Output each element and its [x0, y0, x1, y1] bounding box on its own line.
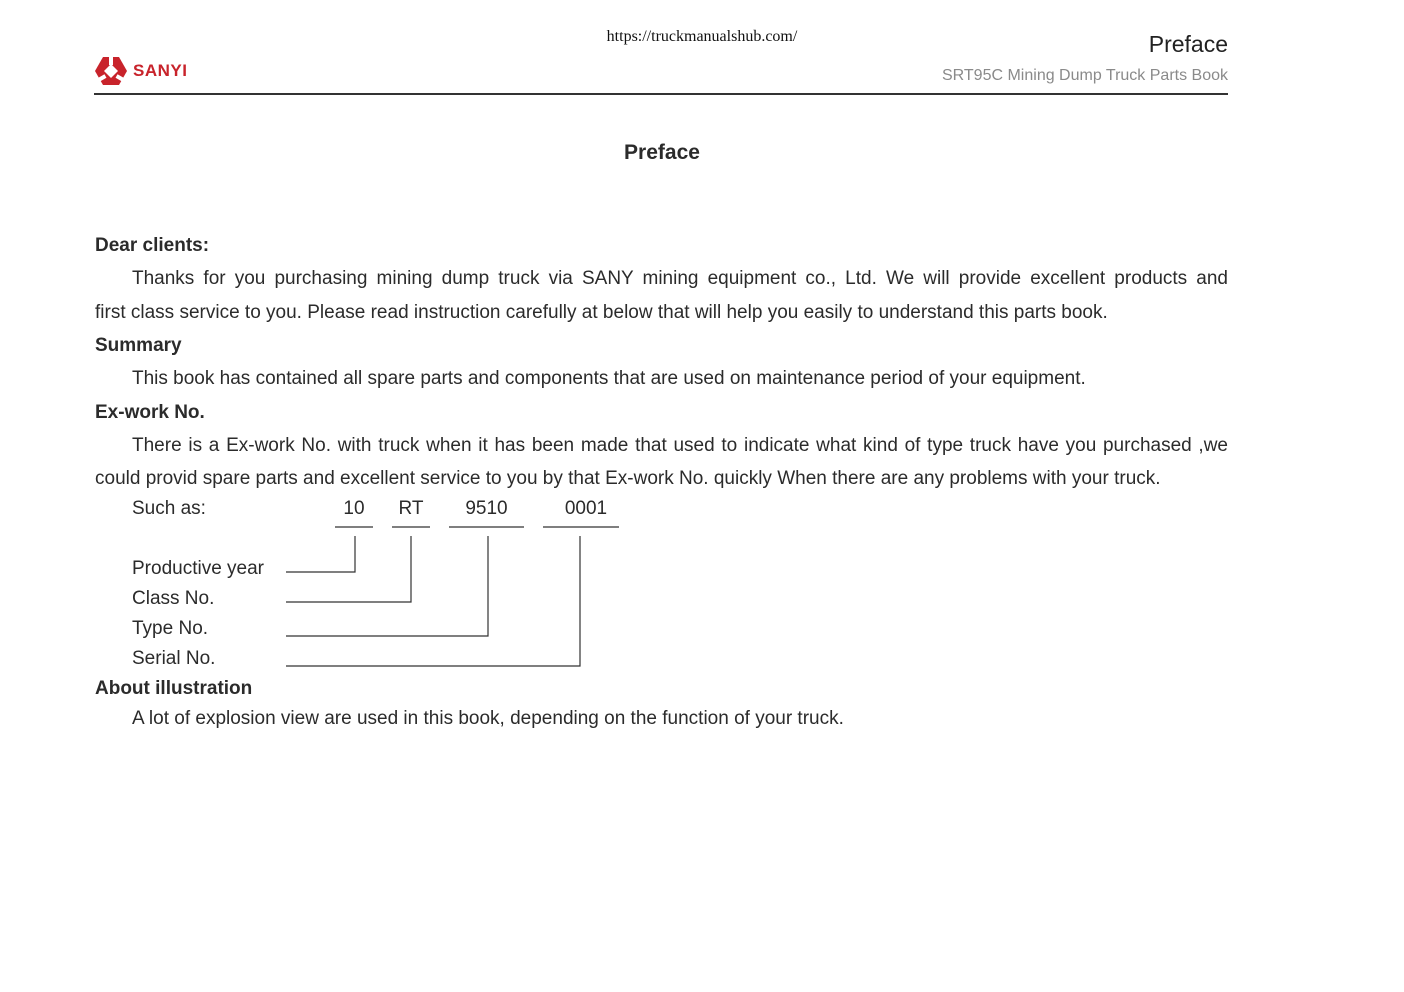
- brand-name: SANYI: [133, 61, 188, 80]
- label-serial-no: Serial No.: [132, 648, 216, 669]
- exwork-line-2: could provid spare parts and excellent service to you by that Ex-work No. quickly When there are any problems with your truck.: [95, 468, 1161, 489]
- label-type-no: Type No.: [132, 618, 209, 639]
- code-part-serial: 0001: [564, 498, 608, 519]
- page-title: Preface: [624, 141, 700, 164]
- connector-year: [286, 536, 355, 572]
- header-section-title: Preface: [1148, 31, 1228, 57]
- such-as-label: Such as:: [132, 498, 206, 519]
- dear-clients-heading: Dear clients:: [95, 235, 210, 256]
- summary-text: This book has contained all spare parts and components that are used on maintenance period of your equipment.: [132, 368, 1086, 389]
- dear-clients-line-1: Thanks for you purchasing mining dump truck via SANY mining equipment co., Ltd. We will provide excellent products and: [132, 268, 1228, 289]
- illustration-heading: About illustration: [95, 678, 253, 699]
- code-part-year: 10: [343, 498, 365, 519]
- code-part-type: 9510: [465, 498, 508, 519]
- exwork-line-1: There is a Ex-work No. with truck when it has been made that used to indicate what kind of type truck have you purchased ,we: [132, 435, 1228, 456]
- code-part-class: RT: [398, 498, 424, 519]
- label-class-no: Class No.: [132, 588, 215, 609]
- summary-heading: Summary: [95, 335, 182, 356]
- exwork-heading: Ex-work No.: [95, 402, 205, 423]
- dear-clients-line-2: first class service to you. Please read instruction carefully at below that will help you easily to understand this parts book.: [95, 302, 1108, 323]
- header-book-title: SRT95C Mining Dump Truck Parts Book: [941, 67, 1228, 84]
- connector-class: [286, 536, 411, 602]
- connector-serial: [286, 536, 580, 666]
- connector-type: [286, 536, 488, 636]
- header-url: https://truckmanualshub.com/: [606, 28, 798, 45]
- label-productive-year: Productive year: [132, 558, 265, 579]
- illustration-text: A lot of explosion view are used in this book, depending on the function of your truck.: [132, 708, 844, 729]
